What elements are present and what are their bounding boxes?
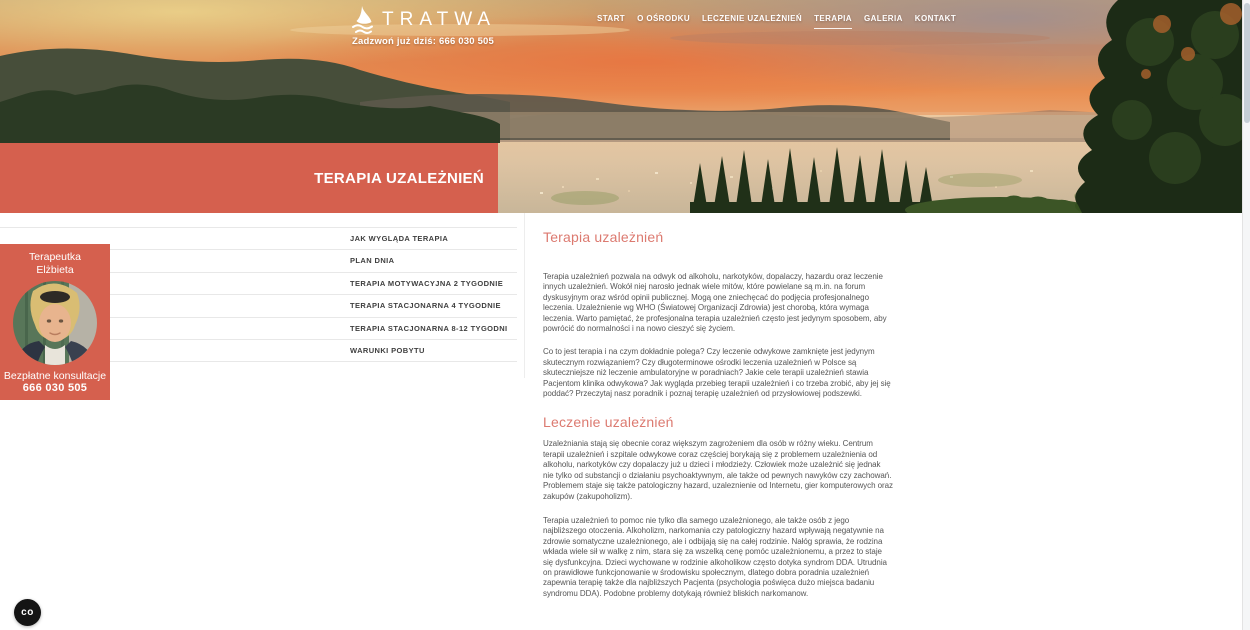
cookie-consent-button[interactable] xyxy=(14,599,41,626)
logo[interactable] xyxy=(350,5,496,35)
cookie-consent-label: co xyxy=(21,607,34,618)
menu-item-terapia-stacjonarna-8-12[interactable]: TERAPIA STACJONARNA 8-12 TYGODNI xyxy=(0,318,517,340)
therapist-photo xyxy=(13,281,97,365)
menu-item-warunki-pobytu[interactable]: WARUNKI POBYTU xyxy=(0,340,517,362)
paragraph: Terapia uzależnień pozwala na odwyk od alkoholu, narkotyków, dopalaczy, hazardu oraz leczenie innych uzależnień. Wokół niej narosło jednak wiele mitów, które powielane są m.in. na forum dyskusyjnym oraz wśród opinii publicznej. Mogą one zniechęcać do podjęcia profesjonalnego leczenia. Uzależnienie wg WHO (Światowej Organizacji Zdrowia) jest chorobą, która wymaga leczenia. Warto pamiętać, że profesjonalna terapia uzależnień często jest jedynym sposobem, aby powrócić do normalności i na nowo cieszyć się życiem. xyxy=(543,272,887,334)
menu-item-plan-dnia[interactable]: PLAN DNIA xyxy=(0,250,517,272)
scrollbar-thumb[interactable] xyxy=(1244,3,1250,123)
page-title-banner xyxy=(0,143,498,213)
section-heading-terapia: Terapia uzależnień xyxy=(543,229,664,245)
logo-text: TRATWA xyxy=(382,9,497,30)
nav-item-terapia[interactable]: TERAPIA xyxy=(814,14,852,29)
therapist-portrait-illustration xyxy=(13,281,97,365)
therapist-title: Terapeutka xyxy=(29,251,81,263)
nav-item-kontakt[interactable]: KONTAKT xyxy=(914,14,957,23)
section-heading-leczenie: Leczenie uzależnień xyxy=(543,414,674,431)
free-consultations-label: Bezpłatne konsultacje xyxy=(3,370,107,382)
scrollbar-track[interactable] xyxy=(1242,0,1250,630)
paragraph: Co to jest terapia i na czym dokładnie polega? Czy leczenie odwykowe zamknięte jest jedynym skutecznym rozwiązaniem? Czy długoterminowe ośrodki leczenia uzależnień w Polsce są skuteczniejsze niż leczenie ambulatoryjne w poradniach? Jakie cele terapii uzależnień stawia Pacjentom klinika odwykowa? Jak wygląda przebieg terapii uzależnień i co trzeba zrobić, aby jej się poddać? Przeczytaj nasz poradnik i poznaj terapię uzależnień od przysłowiowej podszewki. xyxy=(543,347,891,399)
nav-item-leczenie-uzaleznien[interactable]: LECZENIE UZALEŻNIEŃ xyxy=(702,14,803,23)
nav-item-galeria[interactable]: GALERIA xyxy=(863,14,903,23)
sail-raft-icon xyxy=(350,5,375,35)
therapist-name xyxy=(0,244,110,276)
therapist-phone[interactable]: 666 030 505 xyxy=(22,382,88,394)
menu-item-terapia-stacjonarna-4[interactable]: TERAPIA STACJONARNA 4 TYGODNIE xyxy=(0,295,517,317)
header-phone-banner: Zadzwoń już dziś: 666 030 505 xyxy=(352,36,495,47)
main-nav xyxy=(597,14,956,29)
page-title: TERAPIA UZALEŻNIEŃ xyxy=(314,169,484,187)
nav-item-start[interactable]: START xyxy=(597,14,626,23)
therapist-first-name: Elżbieta xyxy=(36,263,74,276)
paragraph: Uzależniania stają się obecnie coraz większym zagrożeniem dla osób w różny wieku. Centrum terapii uzależnień i szpitale odwykowe coraz częściej borykają się z problemem uzależnienia od alkoholu, narkotyków czy dopalaczy już u dzieci i młodzieży. Człowiek może uzależnić się jednak nie tylko od substancji o działaniu psychoaktywnym, ale także od pewnych nawyków czy zachowań. Problemem staje się także patologiczny hazard, uzaleznienie od Internetu, gier komputerowych oraz zakupów (zakupoholizm). xyxy=(543,439,894,501)
nav-item-o-osrodku[interactable]: O OŚRODKU xyxy=(637,14,691,23)
therapist-card xyxy=(0,244,110,400)
menu-item-terapia-motywacyjna[interactable]: TERAPIA MOTYWACYJNA 2 TYGODNIE xyxy=(0,273,517,295)
main-content xyxy=(525,213,905,599)
menu-item-jak-wyglada-terapia[interactable]: JAK WYGLĄDA TERAPIA xyxy=(0,228,517,250)
paragraph: Terapia uzależnień to pomoc nie tylko dla samego uzależnionego, ale także osób z jego najbliższego otoczenia. Alkoholizm, narkomania czy patologiczny hazard wpływają negatywnie na zdrowie somatyczne uzależnionego, ale i odbijają się na całej rodzinie. Nałóg sprawia, że rodzina wkłada wiele sił w walkę z nim, stara się za wszelką cenę pomóc uzależnionemu, a przez to staje się dysfunkcyjna. Dzieci wychowane w rodzinie alkoholikow często dotyka syndrom DDA. Utrudnia on prawidłowe funkcjonowanie w środowisku społecznym, dlatego dobra poradnia uzależnień zapewnia terapię także dla najbliższych Pacjenta (psychologia poświęca dużo miejsca badaniu syndromu DDA). Podobne problemy dotykają również bliskich narkomanow. xyxy=(543,515,887,598)
